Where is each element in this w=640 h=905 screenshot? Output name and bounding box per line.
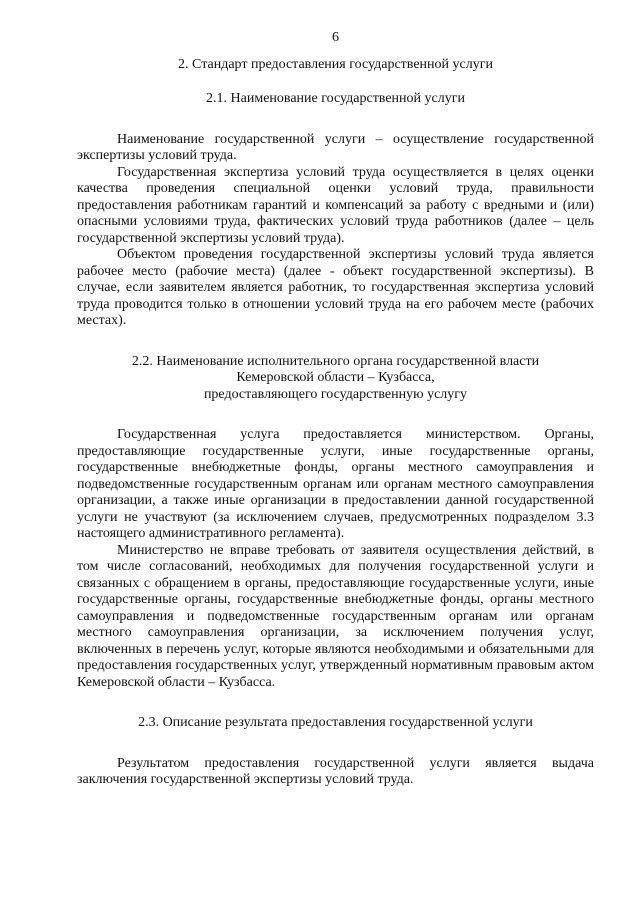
heading-line: 2.1. Наименование государственной услуги <box>206 91 465 106</box>
paragraph: Государственная экспертиза условий труда осуществляется в целях оценки качества проведения специальной оценки условий труда, правильности предоставления работникам гарантий и компенсаций за работу с вредными и (или) опасными условиями труда, фактических условий труда работников (далее – цель государственной экспертизы условий труда). <box>77 164 594 246</box>
section-2-2-heading <box>77 354 594 404</box>
paragraph: Наименование государственной услуги – осуществление государственной экспертизы условий труда. <box>77 131 594 163</box>
section-2-1-heading <box>77 91 594 108</box>
paragraph: Министерство не вправе требовать от заявителя осуществления действий, в том числе согласований, необходимых для получения государственной услуги и связанных с обращением в органы, предоставляющие государственные услуги, иные государственные органы, государственные внебюджетные фонды, органы местного самоуправления и подведомственные государственным органам или органам местного самоуправления организации, за исключением получения услуг, включенных в перечень услуг, которые являются необходимыми и обязательными для предоставления государственных услуг, утвержденный нормативным правовым актом Кемеровской области – Кузбасса. <box>77 542 594 690</box>
section-2-1 <box>77 91 594 330</box>
document-page <box>77 30 594 789</box>
paragraph: Государственная услуга предоставляется министерством. Органы, предоставляющие государственные услуги, иные государственные органы, государственные внебюджетные фонды, органы местного самоуправления и подведомственные государственным органам или органам местного самоуправления организации, а также иные организации в предоставлении данной государственной услуги не участвуют (за исключением случаев, предусмотренных подразделом 3.3 настоящего административного регламента). <box>77 427 594 541</box>
section-2-3 <box>77 715 594 789</box>
paragraph: Результатом предоставления государственной услуги является выдача заключения государственной экспертизы условий труда. <box>77 755 594 787</box>
heading-line: Кемеровской области – Кузбасса, <box>236 370 435 385</box>
heading-line: 2.2. Наименование исполнительного органа государственной власти <box>131 353 540 369</box>
section-title-text: 2. Стандарт предоставления государственной услуги <box>178 56 493 72</box>
page-number: 6 <box>332 30 339 45</box>
heading-line: предоставляющего государственную услугу <box>203 386 468 402</box>
paragraph: Объектом проведения государственной экспертизы условий труда является рабочее место (рабочие места) (далее - объект государственной экспертизы). В случае, если заявителем является работник, то государственная экспертиза условий труда проводится только в отношении условий труда на его рабочем месте (рабочих местах). <box>77 247 594 328</box>
section-title <box>77 57 594 74</box>
section-2-2 <box>77 354 594 692</box>
section-2-3-heading <box>77 715 594 732</box>
heading-line: 2.3. Описание результата предоставления государственной услуги <box>138 715 533 730</box>
